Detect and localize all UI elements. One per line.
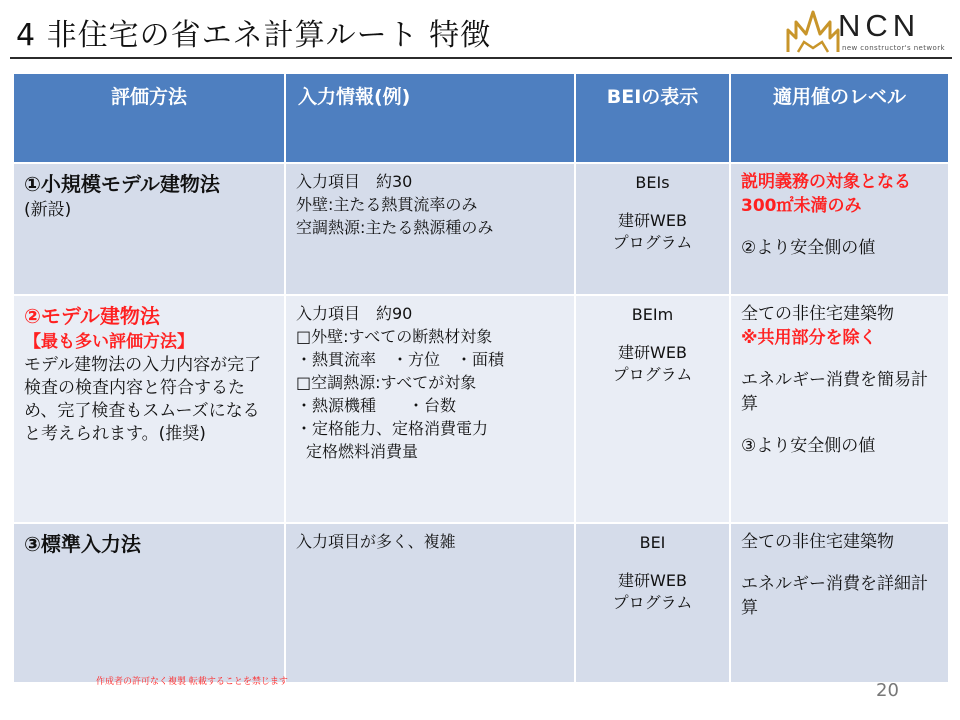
- header-applied-level: 適用値のレベル: [730, 73, 949, 163]
- method-name: ③標準入力法: [24, 532, 141, 556]
- info-line: ・定格能力、定格消費電力: [296, 419, 489, 438]
- logo-letters: NCN: [838, 8, 921, 43]
- info-line: ・熱貫流率 ・方位 ・面積: [296, 350, 505, 369]
- info-line: □外壁:すべての断熱材対象: [296, 327, 493, 346]
- slide-title: 4 非住宅の省エネ計算ルート 特徴: [16, 18, 492, 53]
- page-number: 20: [876, 680, 899, 701]
- info-line: 外壁:主たる熱貫流率のみ: [296, 195, 478, 214]
- bei-cell: [575, 163, 730, 295]
- level-red-note: ※共用部分を除く: [741, 328, 877, 348]
- info-cell: [285, 523, 575, 683]
- route-comparison-table: [12, 72, 950, 684]
- method-note: モデル建物法の入力内容が完了検査の検査内容と符合するため、完了検査もスムーズになると考えられます。(推奨): [24, 355, 262, 444]
- level-text: ②より安全側の値: [741, 238, 876, 258]
- header-input-info: 入力情報(例): [285, 73, 575, 163]
- table-row: [13, 163, 949, 295]
- method-sub: 【最も多い評価方法】: [24, 332, 194, 352]
- table-row: [13, 295, 949, 523]
- bei-code: BEIm: [631, 305, 674, 324]
- bei-program-line2: プログラム: [612, 365, 693, 384]
- logo-tagline: new constructor's network: [842, 44, 945, 52]
- info-line: 定格燃料消費量: [306, 442, 419, 461]
- table-header-row: [13, 73, 949, 163]
- method-name: ②モデル建物法: [24, 304, 160, 328]
- bei-cell: [575, 523, 730, 683]
- level-cell: [730, 163, 949, 295]
- level-cell: [730, 523, 949, 683]
- header-method: 評価方法: [13, 73, 285, 163]
- method-cell: [13, 523, 285, 683]
- method-name: ①小規模モデル建物法: [24, 172, 220, 196]
- level-text: エネルギー消費を詳細計算: [741, 574, 928, 618]
- method-cell: [13, 163, 285, 295]
- header-bei-display: BEIの表示: [575, 73, 730, 163]
- bei-program-line1: 建研WEB: [618, 343, 687, 362]
- level-text: ③より安全側の値: [741, 436, 876, 456]
- bei-program-line1: 建研WEB: [618, 571, 687, 590]
- bei-code: BEI: [639, 533, 666, 552]
- ncn-logo: [786, 6, 945, 56]
- level-cell: [730, 295, 949, 523]
- table-row: [13, 523, 949, 683]
- info-cell: [285, 163, 575, 295]
- info-line: 入力項目 約90: [296, 304, 413, 323]
- level-text: 全ての非住宅建築物: [741, 532, 894, 552]
- bei-program-line1: 建研WEB: [618, 211, 687, 230]
- info-line: 入力項目が多く、複雑: [296, 532, 456, 551]
- bei-cell: [575, 295, 730, 523]
- bei-code: BEIs: [635, 173, 670, 192]
- level-text: エネルギー消費を簡易計算: [741, 370, 928, 414]
- copyright-note: 作成者の許可なく複製 転載することを禁じます: [96, 677, 288, 687]
- bei-program-line2: プログラム: [612, 233, 693, 252]
- info-line: 空調熱源:主たる熱源種のみ: [296, 218, 494, 237]
- info-cell: [285, 295, 575, 523]
- title-divider: [10, 57, 952, 59]
- method-sub: (新設): [24, 200, 72, 220]
- method-cell: [13, 295, 285, 523]
- info-line: □空調熱源:すべてが対象: [296, 373, 477, 392]
- ncn-house-mark-icon: [786, 8, 840, 54]
- info-line: 入力項目 約30: [296, 172, 413, 191]
- level-red-note: 説明義務の対象となる300㎡未満のみ: [741, 172, 911, 216]
- bei-program-line2: プログラム: [612, 593, 693, 612]
- info-line: ・熱源機種 ・台数: [296, 396, 457, 415]
- level-text: 全ての非住宅建築物: [741, 304, 894, 324]
